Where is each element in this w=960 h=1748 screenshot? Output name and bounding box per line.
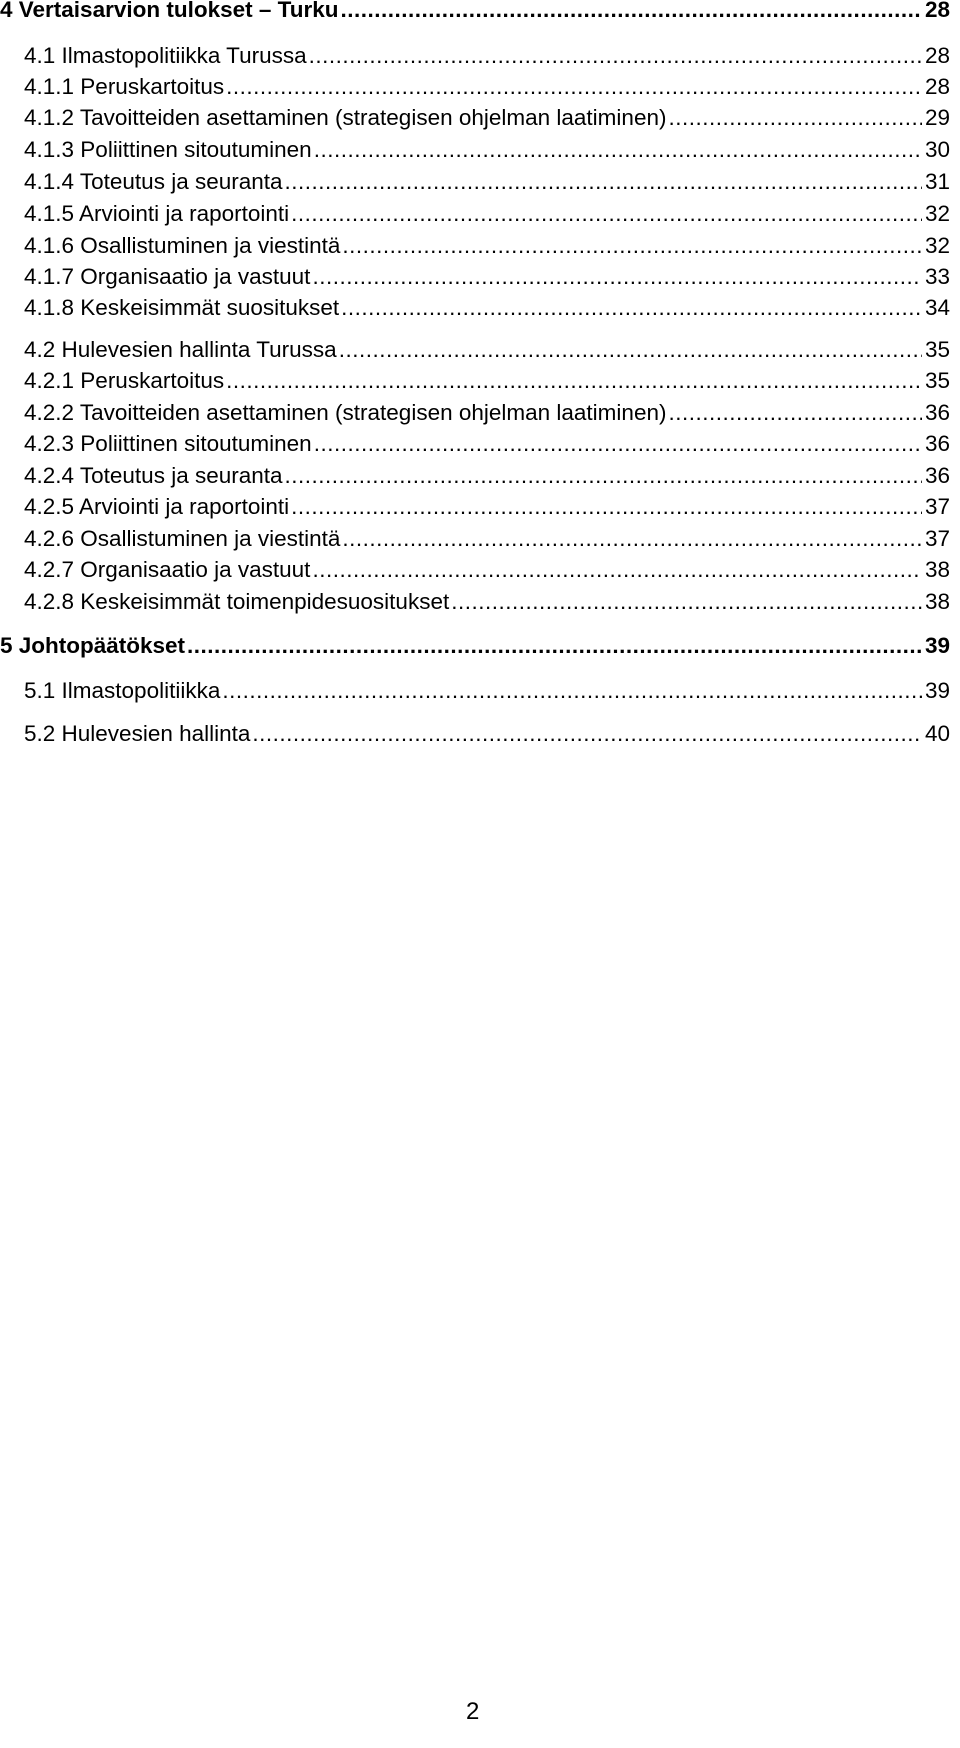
toc-entry-page: 36: [924, 463, 950, 488]
toc-entry-page: 35: [924, 368, 950, 393]
toc-dot-leader: [342, 232, 922, 260]
toc-entry-4-2-7[interactable]: [24, 550, 950, 584]
toc-entry-5-2[interactable]: [24, 714, 950, 748]
toc-entry-4-2-6[interactable]: [24, 519, 950, 553]
toc-dot-leader: [222, 677, 922, 705]
page-number: 2: [466, 1698, 480, 1725]
toc-dot-leader: [285, 168, 922, 196]
toc-entry-label: 4.2.6 Osallistuminen ja viestintä: [24, 526, 341, 551]
toc-dot-leader: [226, 73, 922, 101]
toc-entry-4-1-3[interactable]: [24, 130, 950, 164]
toc-dot-leader: [340, 0, 922, 24]
toc-entry-page: 37: [924, 526, 950, 551]
toc-entry-label: 4.1.1 Peruskartoitus: [24, 74, 225, 99]
toc-dot-leader: [187, 632, 922, 660]
toc-dot-leader: [291, 200, 922, 228]
toc-entry-page: 32: [924, 201, 950, 226]
toc-entry-4-2-3[interactable]: [24, 424, 950, 458]
toc-entry-5[interactable]: [0, 626, 950, 660]
toc-entry-page: 38: [924, 557, 950, 582]
toc-entry-page: 28: [924, 0, 950, 22]
toc-entry-page: 36: [924, 431, 950, 456]
toc-entry-4-1-5[interactable]: [24, 194, 950, 228]
toc-entry-page: 28: [924, 74, 950, 99]
toc-dot-leader: [339, 336, 922, 364]
toc-entry-label: 4.1 Ilmastopolitiikka Turussa: [24, 43, 307, 68]
toc-dot-leader: [226, 367, 922, 395]
toc-entry-5-1[interactable]: [24, 671, 950, 705]
toc-dot-leader: [252, 720, 922, 748]
toc-entry-page: 40: [924, 721, 950, 746]
toc-entry-page: 28: [924, 43, 950, 68]
toc-entry-4-1-7[interactable]: [24, 257, 950, 291]
toc-entry-label: 4.1.5 Arviointi ja raportointi: [24, 201, 290, 226]
toc-entry-label: 5 Johtopäätökset: [0, 633, 186, 658]
toc-dot-leader: [291, 493, 922, 521]
toc-entry-4-2-1[interactable]: [24, 361, 950, 395]
toc-dot-leader: [309, 42, 922, 70]
toc-entry-label: 4.1.8 Keskeisimmät suositukset: [24, 295, 340, 320]
toc-entry-label: 4.1.7 Organisaatio ja vastuut: [24, 264, 311, 289]
toc-entry-4-2[interactable]: [24, 330, 950, 364]
toc-entry-page: 32: [924, 233, 950, 258]
toc-dot-leader: [314, 430, 922, 458]
toc-entry-label: 4.1.6 Osallistuminen ja viestintä: [24, 233, 341, 258]
toc-entry-page: 38: [924, 589, 950, 614]
toc-entry-4-1[interactable]: [24, 36, 950, 70]
toc-entry-page: 33: [924, 264, 950, 289]
toc-entry-label: 4.2 Hulevesien hallinta Turussa: [24, 337, 337, 362]
toc-entry-label: 5.2 Hulevesien hallinta: [24, 721, 251, 746]
toc-dot-leader: [312, 263, 922, 291]
toc-entry-4-1-6[interactable]: [24, 226, 950, 260]
toc-dot-leader: [312, 556, 922, 584]
toc-entry-label: 4.2.8 Keskeisimmät toimenpidesuositukset: [24, 589, 450, 614]
toc-entry-4-1-1[interactable]: [24, 67, 950, 101]
toc-entry-label: 4.2.4 Toteutus ja seuranta: [24, 463, 283, 488]
toc-entry-page: 29: [924, 105, 950, 130]
toc-dot-leader: [314, 136, 922, 164]
toc-entry-4-2-8[interactable]: [24, 582, 950, 616]
toc-entry-label: 4.2.3 Poliittinen sitoutuminen: [24, 431, 312, 456]
toc-entry-label: 4.2.1 Peruskartoitus: [24, 368, 225, 393]
toc-entry-label: 4.2.7 Organisaatio ja vastuut: [24, 557, 311, 582]
toc-entry-4-1-4[interactable]: [24, 162, 950, 196]
toc-dot-leader: [668, 399, 922, 427]
toc-entry-4-2-5[interactable]: [24, 487, 950, 521]
toc-entry-label: 4.1.4 Toteutus ja seuranta: [24, 169, 283, 194]
toc-entry-page: 35: [924, 337, 950, 362]
toc-dot-leader: [451, 588, 922, 616]
toc-dot-leader: [285, 462, 922, 490]
toc-entry-4-1-8[interactable]: [24, 288, 950, 322]
toc-entry-page: 39: [924, 633, 950, 658]
toc-entry-page: 39: [924, 678, 950, 703]
toc-entry-label: 4.1.2 Tavoitteiden asettaminen (strategisen ohjelman laatiminen): [24, 105, 667, 130]
toc-entry-label: 4 Vertaisarvion tulokset – Turku: [0, 0, 339, 22]
toc-entry-4-2-4[interactable]: [24, 456, 950, 490]
toc-entry-4[interactable]: [0, 0, 950, 24]
toc-entry-page: 31: [924, 169, 950, 194]
toc-entry-page: 36: [924, 400, 950, 425]
toc-entry-page: 34: [924, 295, 950, 320]
toc-entry-4-1-2[interactable]: [24, 98, 950, 132]
toc-entry-label: 4.2.5 Arviointi ja raportointi: [24, 494, 290, 519]
toc-entry-page: 37: [924, 494, 950, 519]
toc-dot-leader: [341, 294, 922, 322]
toc-entry-page: 30: [924, 137, 950, 162]
toc-entry-label: 4.2.2 Tavoitteiden asettaminen (strategisen ohjelman laatiminen): [24, 400, 667, 425]
toc-dot-leader: [668, 104, 922, 132]
toc-dot-leader: [342, 525, 922, 553]
toc-entry-label: 5.1 Ilmastopolitiikka: [24, 678, 221, 703]
toc-entry-label: 4.1.3 Poliittinen sitoutuminen: [24, 137, 312, 162]
toc-entry-4-2-2[interactable]: [24, 393, 950, 427]
